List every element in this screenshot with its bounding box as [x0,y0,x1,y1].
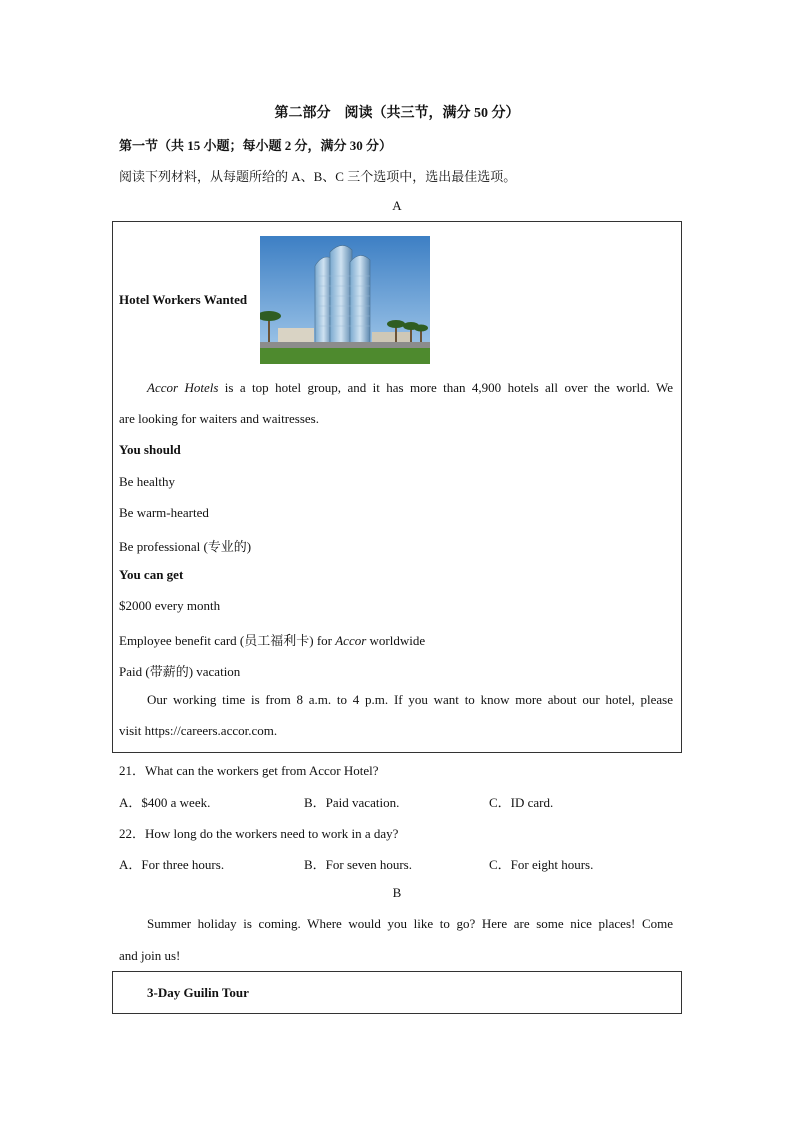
question-stem: 21．What can the workers get from Accor Hotel? [119,763,379,778]
should-item: Be warm-hearted [119,505,209,520]
intro-line-1 [147,380,673,396]
section-title: 第一节（共 15 小题；每小题 2 分，满分 30 分） [119,138,393,153]
answer-option[interactable]: A．$400 a week. [119,795,211,810]
instruction-text: 阅读下列材料，从每题所给的 A、B、C 三个选项中，选出最佳选项。 [119,169,517,184]
company-name: Accor Hotels [147,380,219,395]
tour-title: 3-Day Guilin Tour [147,985,249,1000]
intro-line-2: are looking for waiters and waitresses. [119,411,319,426]
passage-b-label: B [392,885,402,900]
part-title: 第二部分 阅读（共三节，满分 50 分） [274,106,520,121]
answer-option[interactable]: B．Paid vacation. [304,795,400,810]
ad-title: Hotel Workers Wanted [119,292,248,307]
company-name: Accor [335,633,367,648]
question-stem: 22．How long do the workers need to work in a day? [119,826,399,841]
answer-option[interactable]: B．For seven hours. [304,857,412,872]
answer-option[interactable]: C．ID card. [489,795,554,810]
hotel-photo [260,236,430,364]
intro-line-1-rest: is a top hotel group, and it has more than 4,900 hotels all over the world. We [218,380,673,395]
get-item: $2000 every month [119,598,221,613]
answer-option[interactable]: C．For eight hours. [489,857,594,872]
benefit-text: Employee benefit card (员工福利卡) for [119,633,336,648]
answer-option[interactable]: A．For three hours. [119,857,225,872]
get-item [119,630,425,649]
get-heading: You can get [119,567,184,582]
should-item: Be healthy [119,474,175,489]
passage-b-intro-2: and join us! [119,948,181,963]
get-item: Paid (带薪的) vacation [119,664,241,679]
benefit-text-end: worldwide [366,633,426,648]
should-heading: You should [119,442,181,457]
passage-a-label: A [392,198,402,213]
passage-b-intro-1: Summer holiday is coming. Where would you like to go? Here are some nice places! Come [147,916,673,931]
should-item: Be professional (专业的) [119,539,252,554]
closing-line-2: visit https://careers.accor.com. [119,723,278,738]
closing-line-1: Our working time is from 8 a.m. to 4 p.m. If you want to know more about our hotel, please [147,692,673,707]
